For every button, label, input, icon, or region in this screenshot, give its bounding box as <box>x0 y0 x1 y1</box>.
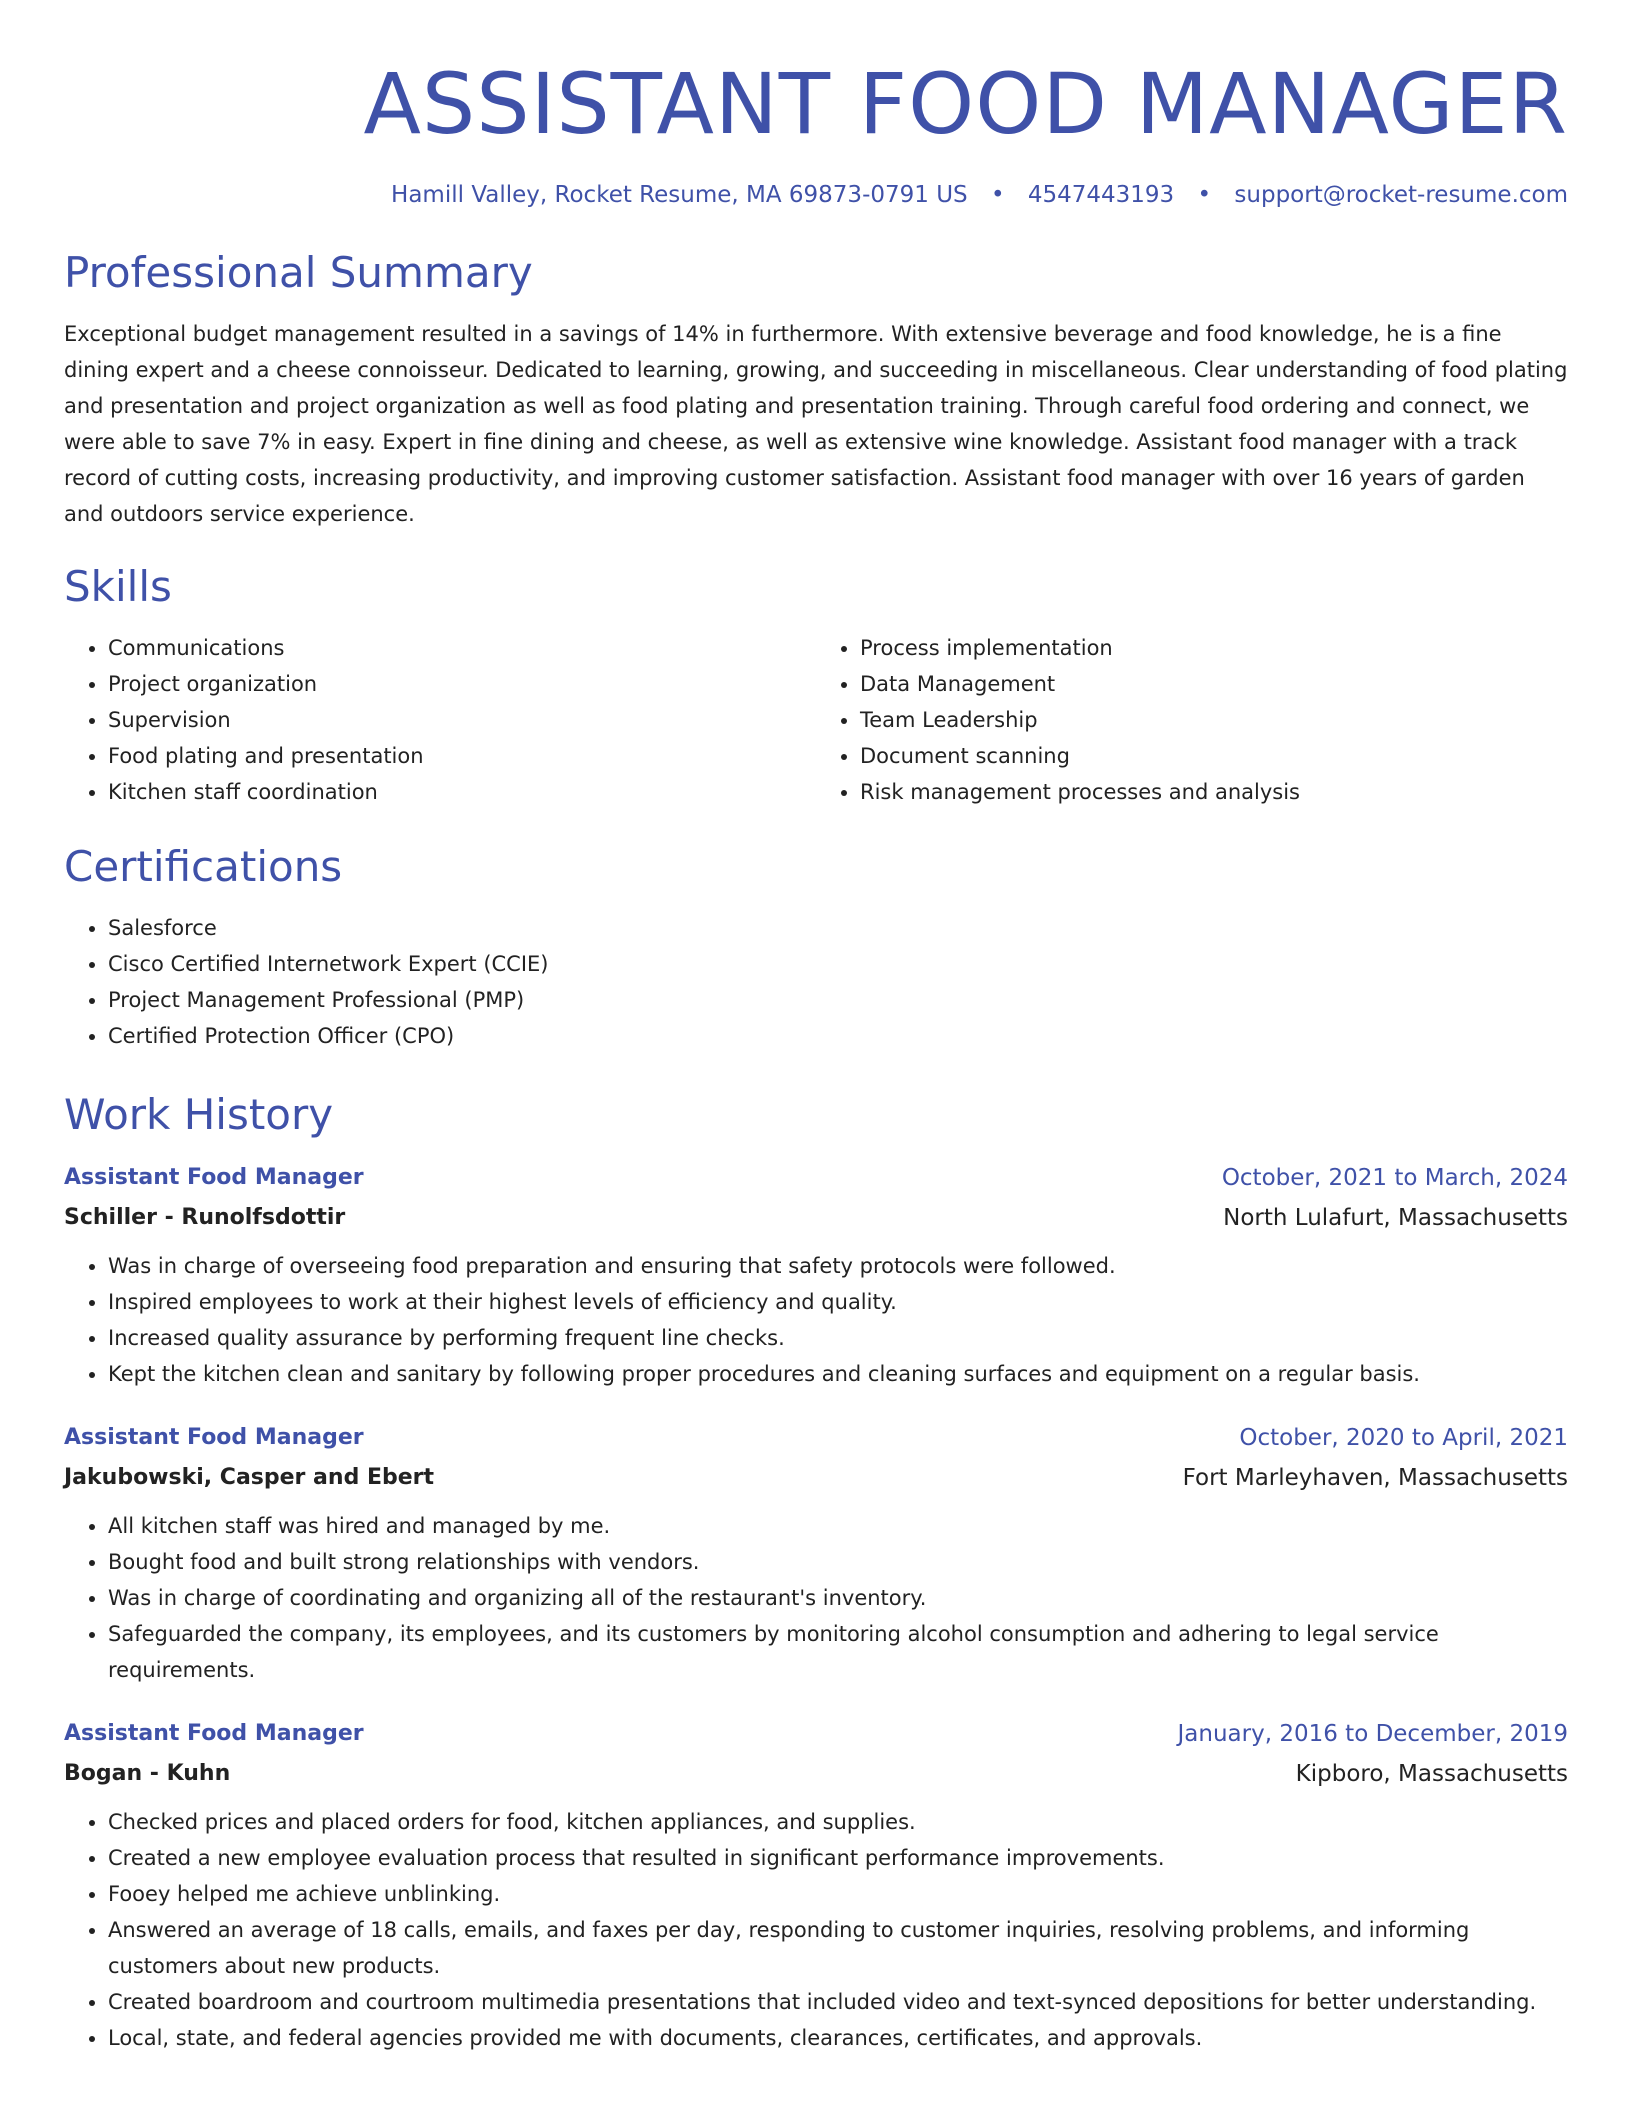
job-bullets <box>64 1804 1568 2056</box>
contact-address: Hamill Valley, Rocket Resume, MA 69873-0791 US <box>391 182 968 208</box>
job-company-row <box>64 1754 1568 1794</box>
job-location: Fort Marleyhaven, Massachusetts <box>1182 1465 1568 1491</box>
job-bullets <box>64 1508 1568 1688</box>
job-bullet: • Safeguarded the company, its employees, and its customers by monitoring alcohol consumption and adhering to legal service requirements. <box>108 1616 1568 1688</box>
job-bullet: • Fooey helped me achieve unblinking. <box>108 1876 1568 1912</box>
job-company: Schiller - Runolfsdottir <box>64 1205 346 1230</box>
job-dates: January, 2016 to December, 2019 <box>1177 1721 1568 1747</box>
skill-item: • Supervision <box>108 702 816 738</box>
skills-left-list <box>64 630 816 810</box>
job-location: Kipboro, Massachusetts <box>1295 1761 1568 1787</box>
skill-item: • Project organization <box>108 666 816 702</box>
job-company: Bogan - Kuhn <box>64 1761 231 1786</box>
skill-item: • Team Leadership <box>860 702 1568 738</box>
summary-text: Exceptional budget management resulted in a savings of 14% in furthermore. With extensive beverage and food knowledge, he is a fine dining expert and a cheese connoisseur. Dedicated to learning, growing, and succeeding in miscellaneous. Clear understanding of food plating and presentation and project organization as well as food plating and presentation training. Through careful food ordering and connect, we were able to save 7% in easy. Expert in fine dining and cheese, as well as extensive wine knowledge. Assistant food manager with a track record of cutting costs, increasing productivity, and improving customer satisfaction. Assistant food manager with over 16 years of garden and outdoors service experience. <box>64 322 1568 526</box>
contact-line <box>64 180 1568 210</box>
skill-item: • Risk management processes and analysis <box>860 774 1568 810</box>
work-history-heading: Work History <box>64 1090 334 1139</box>
skill-item: • Process implementation <box>860 630 1568 666</box>
contact-phone: 4547443193 <box>1027 182 1175 208</box>
skill-item: • Kitchen staff coordination <box>108 774 816 810</box>
certifications-heading: Certifications <box>64 842 343 891</box>
job-bullet: • Was in charge of coordinating and organizing all of the restaurant's inventory. <box>108 1580 1568 1616</box>
job-bullet: • All kitchen staff was hired and managed by me. <box>108 1508 1568 1544</box>
certification-item: • Project Management Professional (PMP) <box>108 982 1568 1018</box>
skill-item: • Communications <box>108 630 816 666</box>
job-header-row <box>64 1158 1568 1198</box>
job-bullets <box>64 1248 1568 1392</box>
skills-heading: Skills <box>64 562 172 611</box>
job-entry <box>64 1418 1568 1688</box>
certification-item: • Certified Protection Officer (CPO) <box>108 1018 1568 1054</box>
job-header-row <box>64 1714 1568 1754</box>
job-title: Assistant Food Manager <box>64 1721 364 1746</box>
job-bullet: • Inspired employees to work at their highest levels of efficiency and quality. <box>108 1284 1568 1320</box>
summary-heading: Professional Summary <box>64 248 533 297</box>
certifications-list <box>64 910 1568 1054</box>
job-bullet: • Created a new employee evaluation process that resulted in significant performance improvements. <box>108 1840 1568 1876</box>
skill-item: • Document scanning <box>860 738 1568 774</box>
skills-columns <box>64 630 1568 810</box>
job-company: Jakubowski, Casper and Ebert <box>64 1465 435 1490</box>
job-entry <box>64 1158 1568 1392</box>
job-header-row <box>64 1418 1568 1458</box>
skills-right-list <box>816 630 1568 810</box>
skill-item: • Data Management <box>860 666 1568 702</box>
job-bullet: • Created boardroom and courtroom multimedia presentations that included video and text-synced depositions for better understanding. <box>108 1984 1568 2020</box>
certification-item: • Salesforce <box>108 910 1568 946</box>
contact-separator: • <box>1197 182 1212 208</box>
job-bullet: • Answered an average of 18 calls, emails, and faxes per day, responding to customer inquiries, resolving problems, and informing customers about new products. <box>108 1912 1568 1984</box>
contact-separator: • <box>990 182 1005 208</box>
job-dates: October, 2020 to April, 2021 <box>1239 1425 1568 1451</box>
job-bullet: • Increased quality assurance by performing frequent line checks. <box>108 1320 1568 1356</box>
job-title: Assistant Food Manager <box>64 1165 364 1190</box>
job-bullet: • Checked prices and placed orders for food, kitchen appliances, and supplies. <box>108 1804 1568 1840</box>
job-entry <box>64 1714 1568 2056</box>
candidate-title: ASSISTANT FOOD MANAGER <box>363 55 1568 153</box>
job-dates: October, 2021 to March, 2024 <box>1221 1165 1568 1191</box>
job-company-row <box>64 1458 1568 1498</box>
job-bullet: • Was in charge of overseeing food preparation and ensuring that safety protocols were followed. <box>108 1248 1568 1284</box>
job-bullet: • Bought food and built strong relationships with vendors. <box>108 1544 1568 1580</box>
job-title: Assistant Food Manager <box>64 1425 364 1450</box>
job-bullet: • Kept the kitchen clean and sanitary by following proper procedures and cleaning surfaces and equipment on a regular basis. <box>108 1356 1568 1392</box>
job-location: North Lulafurt, Massachusetts <box>1223 1205 1568 1231</box>
job-bullet: • Local, state, and federal agencies provided me with documents, clearances, certificates, and approvals. <box>108 2020 1568 2056</box>
job-company-row <box>64 1198 1568 1238</box>
certification-item: • Cisco Certified Internetwork Expert (CCIE) <box>108 946 1568 982</box>
contact-email: support@rocket-resume.com <box>1234 182 1568 208</box>
skill-item: • Food plating and presentation <box>108 738 816 774</box>
